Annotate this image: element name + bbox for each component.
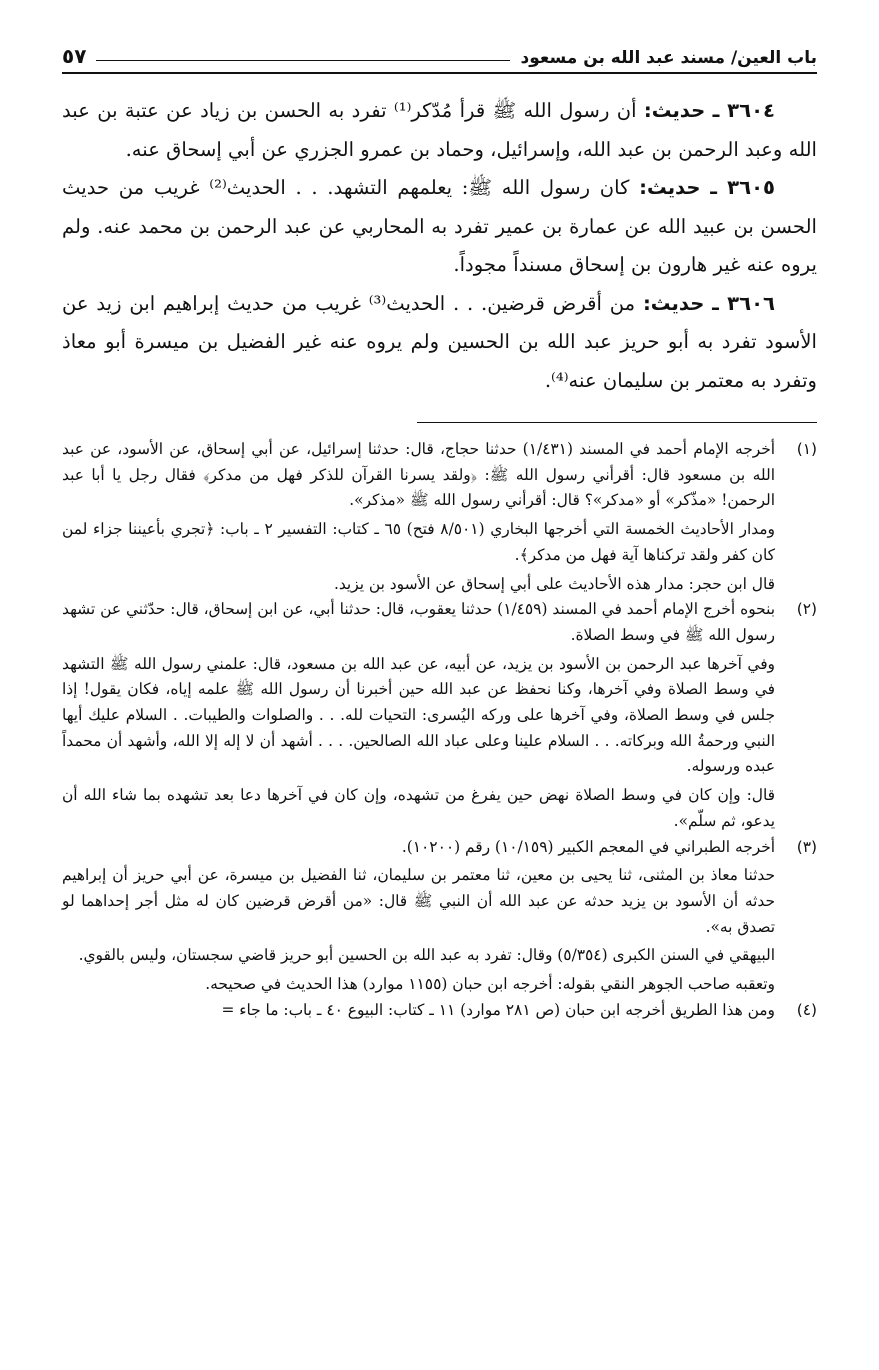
- main-text: [62, 92, 817, 400]
- footnote-number: (٢): [796, 600, 817, 619]
- hadith-label: حديث:: [643, 99, 706, 122]
- footnote-separator: [417, 422, 817, 423]
- hadith-entry: [62, 169, 817, 285]
- footnote-paragraph: حدثنا معاذ بن المثنى، ثنا يحيى بن معين، ثنا معتمر بن سليمان، ثنا الفضيل بن ميسرة، عن أبي حريز أن إبراهيم حدثه أن الأسود بن يزيد حدثه عن عبد الله أن النبي ﷺ قال: «من أقرض قرضين كان له مثل أجر إحداهما لو تصدق به».: [62, 866, 775, 936]
- footnote-paragraph: قال: وإن كان في وسط الصلاة نهض حين يفرغ من تشهده، وإن كان في آخرها دعا بعد تشهده بما شاء الله أن يدعو، ثم سلّم».: [62, 786, 775, 830]
- footnote-paragraph: وتعقبه صاحب الجوهر النقي بقوله: أخرجه ابن حبان (١١٥٥ موارد) هذا الحديث في صحيحه.: [205, 975, 775, 994]
- page-header: [62, 28, 817, 68]
- footnote-body: [62, 597, 775, 834]
- page-number: ٥٧: [62, 44, 87, 68]
- footnote-paragraph: وفي آخرها عبد الرحمن بن الأسود بن يزيد، عن أبيه، عن عبد الله بن مسعود، قال: علمني رسول الله ﷺ التشهد في وسط الصلاة وفي آخرها، وكنا نحفظ عن عبد الله حين أخبرنا أن رسول الله ﷺ علمه إياه، فكان يقول! إذا جلس في وسط الصلاة، وفي آخرها على وركه اليُسرى: التحيات لله. . . والصلوات والطيبات. . السلام عليك أيها النبي ورحمةُ الله وبركاته. . . السلام علينا وعلى عباد الله الصالحين. . . . أشهد أن لا إله إلا الله، وأشهد أن محمداً عبده ورسوله.: [62, 654, 775, 776]
- hadith-label: حديث:: [639, 176, 701, 199]
- book-page: [62, 28, 817, 1023]
- header-rule: [62, 72, 817, 74]
- footnote-paragraph: قال ابن حجر: مدار هذه الأحاديث على أبي إسحاق عن الأسود بن يزيد.: [333, 574, 775, 593]
- hadith-entry: [62, 285, 817, 401]
- footnotes: [62, 437, 817, 1023]
- footnote-paragraph: البيهقي في السنن الكبرى (٥/٣٥٤) وقال: تفرد به عبد الله بن الحسين أبو حريز قاضي سجستان، وليس بالقوي.: [78, 946, 775, 965]
- header-line: [96, 60, 510, 61]
- footnote-paragraph: ومدار الأحاديث الخمسة التي أخرجها البخاري (٨/٥٠١ فتح) ٦٥ ـ كتاب: التفسير ٢ ـ باب: ﴿تجري بأعيننا جزاء لمن كان كفر ولقد تركناها آية فهل من مدكر﴾.: [62, 520, 775, 564]
- hadith-label: حديث:: [642, 291, 705, 315]
- hadith-text: أن رسول الله ﷺ قرأ مُدّكر⁽¹⁾ تفرد به الحسن بن زياد عن عتبة بن عبد الله وعبد الرحمن بن عبد الله، وإسرائيل، وحماد بن عمرو الجزري عن أبي إسحاق عنه.: [62, 99, 817, 161]
- footnote-paragraph: أخرجه الإمام أحمد في المسند (١/٤٣١) حدثنا حجاج، قال: حدثنا إسرائيل، عن أبي إسحاق، عن الأسود، عن عبد الله بن مسعود قال: أقرأني رسول الله ﷺ: ﴿ولقد يسرنا القرآن للذكر فهل من مدكر﴾ فقال رجل يا أبا عبد الرحمن! «مذّكر» أو «مدكر»؟ قال: أقرأني رسول الله ﷺ «مذكر».: [62, 440, 775, 510]
- hadith-number: ٣٦٠٦ ـ: [712, 291, 775, 315]
- hadith-number: ٣٦٠٤ ـ: [712, 99, 775, 122]
- footnote-body: [62, 437, 775, 597]
- footnote-paragraph: بنحوه أخرج الإمام أحمد في المسند (١/٤٥٩) حدثنا يعقوب، قال: حدثنا أبي، عن ابن إسحاق، قال: حدّثني عن تشهد رسول الله ﷺ في وسط الصلاة.: [62, 600, 776, 644]
- footnote: [62, 835, 817, 998]
- hadith-entry: [62, 92, 817, 169]
- hadith-number: ٣٦٠٥ ـ: [710, 176, 775, 199]
- hadith-text: من أقرض قرضين. . . الحديث⁽³⁾ غريب من حديث إبراهيم ابن زيد عن الأسود تفرد به أبو حريز عبد الله بن الحسين ولم يروه عنه غير الفضيل بن ميسرة أبو معاذ وتفرد به معتمر بن سليمان عنه⁽⁴⁾.: [62, 291, 817, 392]
- footnote: [62, 597, 817, 834]
- footnote-paragraph: ومن هذا الطريق أخرجه ابن حبان (ص ٢٨١ موارد) ١١ ـ كتاب: البيوع ٤٠ ـ باب: ما جاء =: [221, 1000, 775, 1019]
- footnote-number: (٤): [796, 1000, 817, 1019]
- running-head-title: باب العين/ مسند عبد الله بن مسعود: [520, 48, 817, 68]
- footnote: [62, 998, 817, 1024]
- footnote: [62, 437, 817, 597]
- hadith-text: كان رسول الله ﷺ: يعلمهم التشهد. . . الحديث⁽²⁾ غريب من حديث الحسن بن عبيد الله عن عمارة بن عمير تفرد به المحاربي عن عبد الرحمن بن محمد عنه. ولم يروه عنه غير هارون بن إسحاق مسنداً مجوداً.: [62, 176, 817, 276]
- footnote-paragraph: أخرجه الطبراني في المعجم الكبير (١٠/١٥٩) رقم (١٠٢٠٠).: [401, 837, 775, 856]
- footnote-number: (١): [796, 440, 817, 458]
- footnote-body: [62, 835, 775, 998]
- footnote-body: [62, 998, 775, 1024]
- footnote-number: (٣): [796, 837, 817, 856]
